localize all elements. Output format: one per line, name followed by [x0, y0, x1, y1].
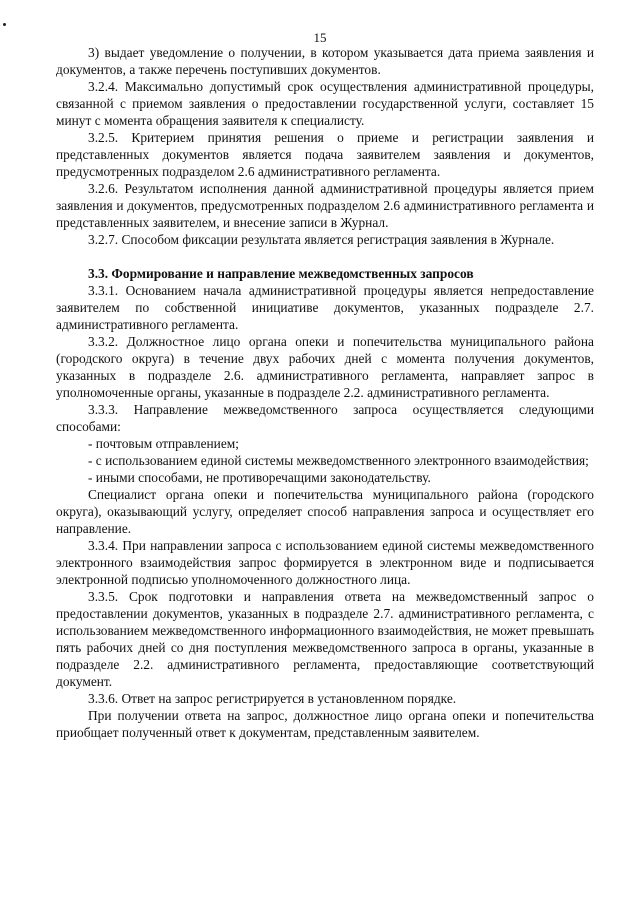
paragraph: 3.2.6. Результатом исполнения данной административной процедуры является прием заявления и документов, предусмотренных подразделом 2.6 административного регламента и представленных заявителем, и внесение записи в Журнал.: [56, 181, 594, 230]
page-number: 15: [313, 30, 327, 45]
list-item: - с использованием единой системы межведомственного электронного взаимодействия;: [88, 453, 589, 468]
paragraph: 3.3.6. Ответ на запрос регистрируется в установленном порядке.: [88, 691, 457, 706]
paragraph: 3.2.4. Максимально допустимый срок осуществления административной процедуры, связанной с приемом заявления о предоставлении государственной услуги, составляет 15 минут с момента обращения заявителя к специалисту.: [56, 79, 594, 128]
paragraph: 3.3.1. Основанием начала административной процедуры является непредоставление заявителем по собственной инициативе документов, указанных подразделе 2.7. административного регламента.: [56, 283, 594, 332]
paragraph: 3.2.5. Критерием принятия решения о приеме и регистрации заявления и представленных документов является подача заявителем заявления и документов, предусмотренных подразделом 2.6 административного регламента.: [56, 130, 594, 179]
paragraph: Специалист органа опеки и попечительства муниципального района (городского округа), оказывающий услугу, определяет способ направления запроса и осуществляет его направление.: [56, 487, 594, 536]
document-body: [56, 44, 594, 741]
paragraph: 3.2.7. Способом фиксации результата является регистрация заявления в Журнале.: [88, 232, 555, 247]
paragraph: 3.3.3. Направление межведомственного запроса осуществляется следующими способами:: [56, 402, 594, 434]
scan-speck: [3, 23, 6, 26]
paragraph: 3.3.5. Срок подготовки и направления ответа на межведомственный запрос о предоставлении документов, указанных в подразделе 2.7. административного регламента, с использованием межведомственного информационного взаимодействия, не может превышать пять рабочих дней со дня поступления межведомственного запроса в органы, указанные в подразделе 2.2. административного регламента, предоставляющие соответствующий документ.: [56, 589, 594, 689]
paragraph: 3.3.2. Должностное лицо органа опеки и попечительства муниципального района (городского округа) в течение двух рабочих дней с момента получения документов, указанных в подразделе 2.6. административного регламента, направляет запрос в уполномоченные органы, указанные в подразделе 2.2. административного регламента.: [56, 334, 594, 400]
paragraph: При получении ответа на запрос, должностное лицо органа опеки и попечительства приобщает полученный ответ к документам, представленным заявителем.: [56, 708, 594, 740]
paragraph: 3) выдает уведомление о получении, в котором указывается дата приема заявления и документов, а также перечень поступивших документов.: [56, 45, 594, 77]
paragraph: 3.3.4. При направлении запроса с использованием единой системы межведомственного электронного взаимодействия запрос формируется в электронном виде и подписывается электронной подписью уполномоченного должностного лица.: [56, 538, 594, 587]
section-heading: 3.3. Формирование и направление межведомственных запросов: [88, 266, 474, 281]
list-item: - почтовым отправлением;: [88, 436, 239, 451]
list-item: - иными способами, не противоречащими законодательству.: [88, 470, 431, 485]
